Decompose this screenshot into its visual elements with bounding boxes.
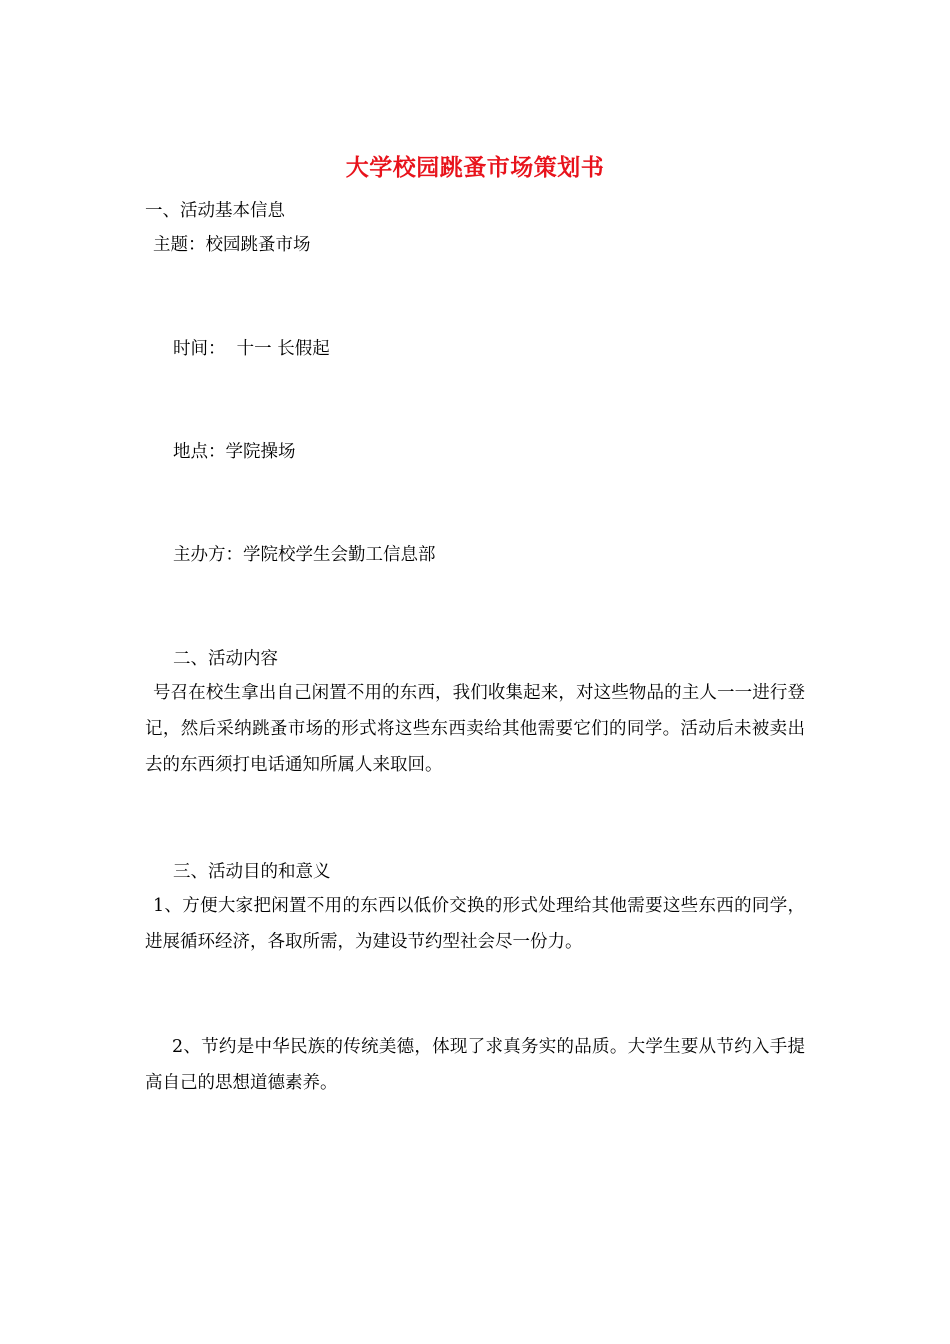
place-line: 地点：学院操场 <box>173 442 296 462</box>
theme-line: 主题：校园跳蚤市场 <box>153 235 311 255</box>
section3-heading: 三、活动目的和意义 <box>173 862 331 882</box>
time-line: 时间： 十一 长假起 <box>173 339 330 359</box>
section2-heading: 二、活动内容 <box>173 649 278 669</box>
section3-point2: 2、节约是中华民族的传统美德，体现了求真务实的品质。大学生要从节约入手提高自己的思想道德素养。 <box>145 1037 805 1093</box>
section1-heading: 一、活动基本信息 <box>145 201 285 221</box>
organizer-line: 主办方：学院校学生会勤工信息部 <box>173 545 436 565</box>
document-title: 大学校园跳蚤市场策划书 <box>345 154 605 181</box>
section3-point1: 1、方便大家把闲置不用的东西以低价交换的形式处理给其他需要这些东西的同学，进展循环经济，各取所需，为建设节约型社会尽一份力。 <box>145 896 805 952</box>
section2-body: 号召在校生拿出自己闲置不用的东西，我们收集起来，对这些物品的主人一一进行登记，然后采纳跳蚤市场的形式将这些东西卖给其他需要它们的同学。活动后未被卖出去的东西须打电话通知所属人来取回。 <box>145 683 805 775</box>
